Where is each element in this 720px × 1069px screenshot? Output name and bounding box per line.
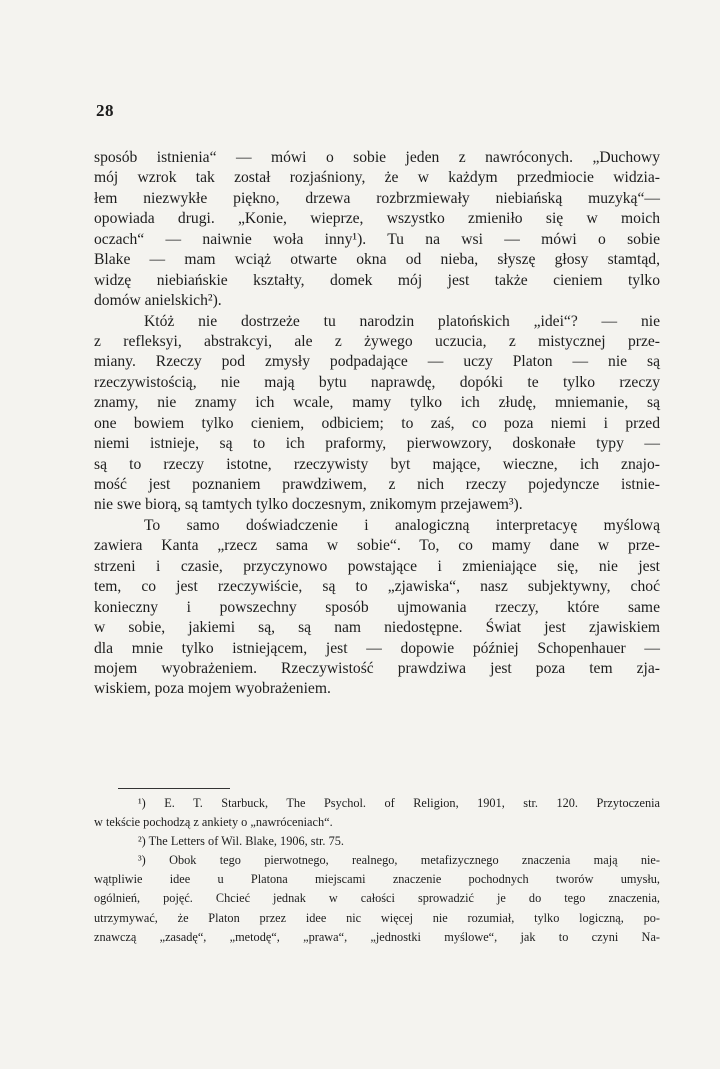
text-line: domów anielskich²).	[94, 292, 222, 310]
body-text	[94, 148, 660, 700]
text-line: zawiera Kanta „rzecz sama w sobie“. To, co mamy dane w prze-	[94, 537, 660, 555]
text-line: są to rzeczy istotne, rzeczywisty byt mające, wieczne, ich znajo-	[94, 455, 660, 473]
text-line: tem, co jest rzeczywiście, są to „zjawiska“, nasz subjektywny, choć	[94, 578, 660, 596]
text-line: z refleksyi, abstrakcyi, ale z żywego uczucia, z mistycznej prze-	[94, 332, 660, 350]
text-line: w sobie, jakiemi są, są nam niedostępne. Świat jest zjawiskiem	[94, 619, 660, 637]
text-line: znamy, nie znamy ich wcale, mamy tylko ich złudę, mniemanie, są	[94, 394, 660, 412]
text-line: oczach“ — naiwnie woła inny¹). Tu na wsi — mówi o sobie	[94, 230, 660, 248]
footnote-line: ogólnień, pojęć. Chcieć jednak w całości sprowadzić je do tego znaczenia,	[94, 891, 660, 906]
text-line: one bowiem tylko cieniem, odbiciem; to zaś, co poza niemi i przed	[94, 414, 660, 432]
footnotes	[94, 794, 660, 947]
text-line: sposób istnienia“ — mówi o sobie jeden z nawróconych. „Duchowy	[94, 149, 660, 166]
text-line: wiskiem, poza mojem wyobrażeniem.	[94, 680, 331, 698]
text-line: konieczny i powszechny sposób ujmowania rzeczy, które same	[94, 598, 660, 616]
text-line: rzeczywistością, nie mają bytu naprawdę, dopóki te tylko rzeczy	[94, 373, 660, 391]
text-line: To samo doświadczenie i analogiczną interpretacyę myślową	[144, 516, 660, 534]
text-line: niemi istnieje, są to ich praformy, pierwowzory, doskonałe typy —	[94, 435, 660, 453]
text-line: mojem wyobrażeniem. Rzeczywistość prawdziwa jest poza tem zja-	[94, 659, 660, 677]
text-line: Któż nie dostrzeże tu narodzin platońskich „idei“? — nie	[144, 312, 660, 330]
footnote-line: ³) Obok tego pierwotnego, realnego, metafizycznego znaczenia mają nie-	[138, 853, 660, 868]
text-line: strzeni i czasie, przyczynowo powstające i zmieniające się, nie jest	[94, 557, 660, 575]
footnote-line: ²) The Letters of Wil. Blake, 1906, str. 75.	[138, 834, 344, 849]
page-number: 28	[96, 101, 114, 120]
footnote-line: wątpliwie idee u Platona miejscami znaczenie pochodnych tworów umysłu,	[94, 872, 660, 887]
text-line: Blake — mam wciąż otwarte okna od nieba, słyszę głosy stamtąd,	[94, 251, 660, 269]
footnote-line: utrzymywać, że Platon przez idee nic więcej nie rozumiał, tylko logiczną, po-	[94, 910, 660, 925]
text-line: nie swe biorą, są tamtych tylko doczesnym, znikomym przejawem³).	[94, 496, 523, 514]
text-line: widzę niebiańskie kształty, domek mój jest także cieniem tylko	[94, 271, 660, 289]
footnote-line: w tekście pochodzą z ankiety o „nawróceniach“.	[94, 815, 333, 830]
footnote-line: znawczą „zasadę“, „metodę“, „prawa“, „jednostki myślowe“, jak to czyni Na-	[94, 929, 660, 944]
text-line: dla mnie tylko istniejącem, jest — dopowie później Schopenhauer —	[94, 639, 660, 657]
text-line: mość jest poznaniem prawdziwem, z nich rzeczy pojedyncze istnie-	[94, 476, 660, 493]
footnote-separator	[118, 788, 230, 789]
text-line: opowiada drugi. „Konie, wieprze, wszystko zmieniło się w moich	[94, 210, 660, 228]
footnote-line: ¹) E. T. Starbuck, The Psychol. of Religion, 1901, str. 120. Przytoczenia	[138, 796, 660, 810]
text-line: mój wzrok tak został rozjaśniony, że w każdym przedmiocie widzia-	[94, 169, 660, 187]
text-line: miany. Rzeczy pod zmysły podpadające — uczy Platon — nie są	[94, 353, 660, 371]
text-line: łem niezwykłe piękno, drzewa rozbrzmiewały niebiańską muzyką“—	[94, 189, 660, 207]
